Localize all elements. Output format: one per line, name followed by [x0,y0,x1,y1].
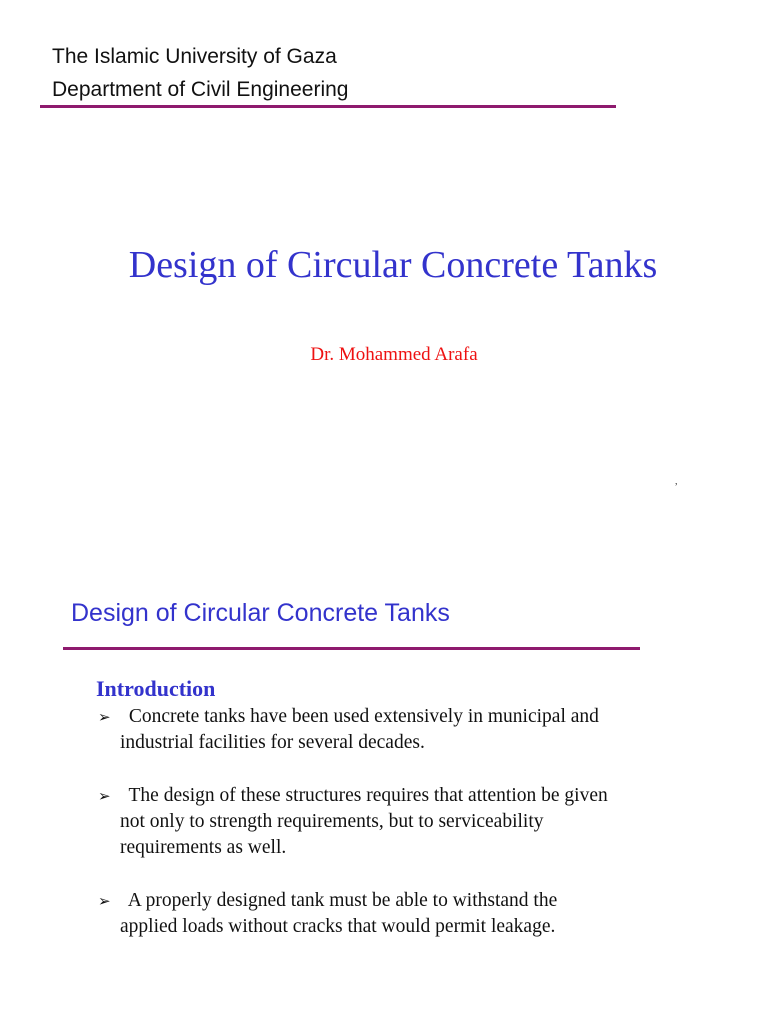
bullet-item [98,888,557,940]
introduction-slide [0,512,768,1024]
bullet-arrow-icon: ➢ [98,787,111,805]
bullet-text-line: The design of these structures requires that attention be given [124,785,608,806]
slide-title: Design of Circular Concrete Tanks [71,599,450,627]
bullet-arrow-icon: ➢ [98,892,111,910]
author-name: Dr. Mohammed Arafa [310,344,478,365]
department-name: Department of Civil Engineering [52,78,349,101]
bullet-text-line: A properly designed tank must be able to withstand the [124,890,558,911]
bullet-text-line: requirements as well. [120,837,287,858]
bullet-item [98,783,608,861]
bullet-text-line: industrial facilities for several decades. [120,732,425,753]
bullet-text-line: Concrete tanks have been used extensively in municipal and [124,706,599,727]
bullet-item [98,704,599,756]
header-divider [40,105,616,108]
title-divider [63,647,640,650]
presentation-title: Design of Circular Concrete Tanks [128,244,658,286]
bullet-arrow-icon: ➢ [98,708,111,726]
bullet-text-line: applied loads without cracks that would permit leakage. [120,916,556,937]
stray-mark: , [675,476,678,487]
bullet-text-line: not only to strength requirements, but to serviceability [120,811,544,832]
institution-name: The Islamic University of Gaza [52,45,337,68]
section-heading: Introduction [96,676,216,701]
